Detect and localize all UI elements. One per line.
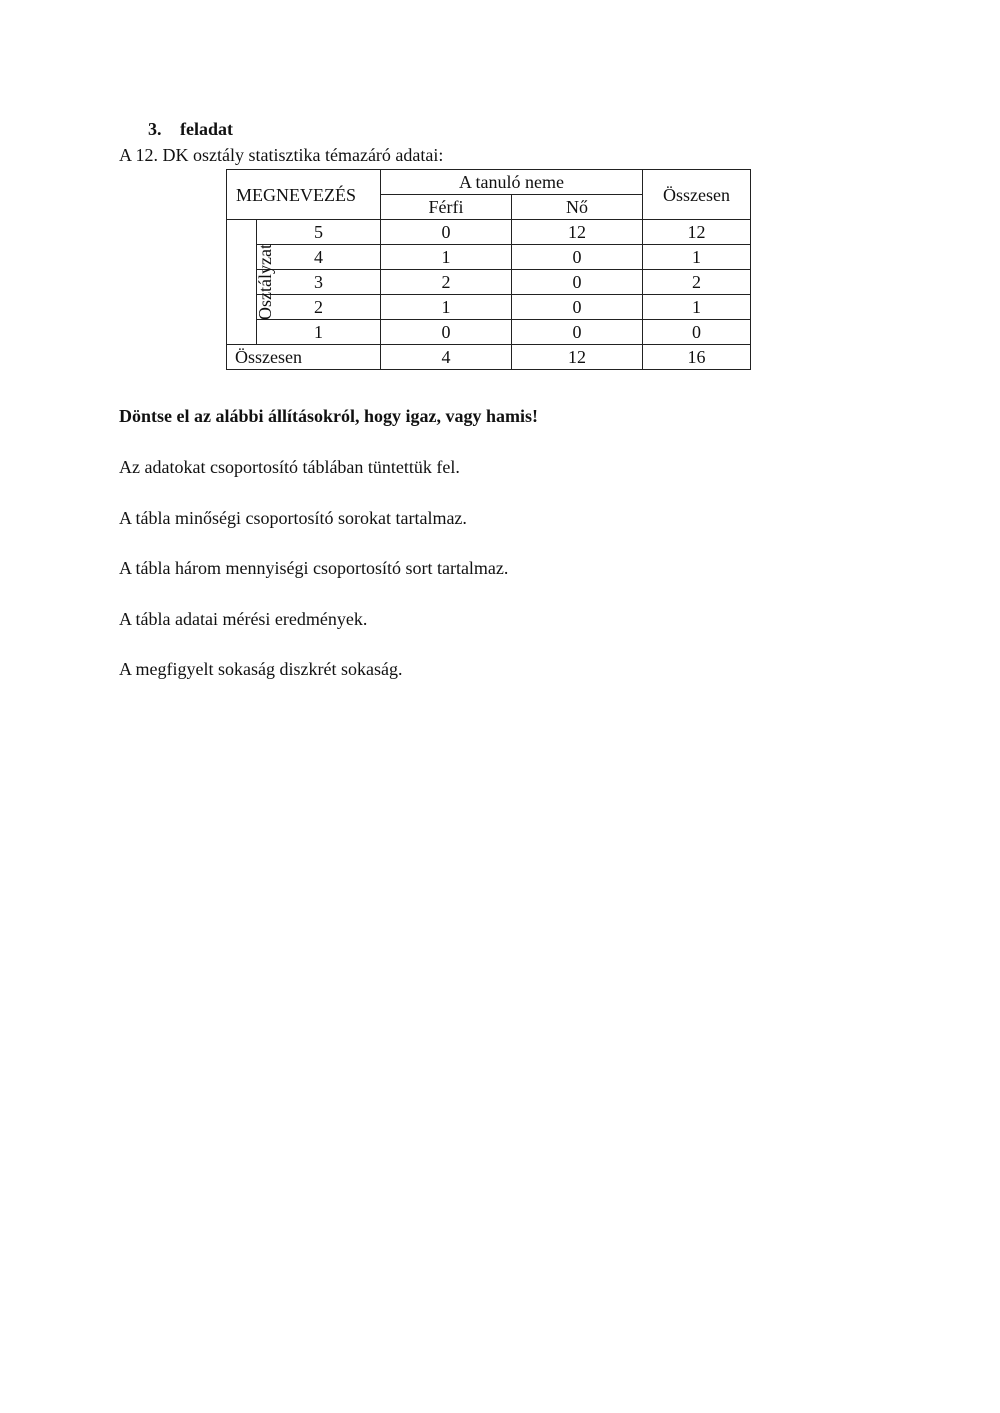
osszesen-cell: 12 <box>643 220 751 245</box>
header-no: Nő <box>512 195 643 220</box>
instruction-text: Döntse el az alábbi állításokról, hogy igaz, vagy hamis! <box>119 406 539 426</box>
total-label: Összesen <box>227 345 381 370</box>
header-osszesen: Összesen <box>643 170 751 220</box>
task-title: feladat <box>180 119 233 139</box>
ferfi-cell: 2 <box>381 270 512 295</box>
table-row <box>227 270 751 295</box>
osszesen-cell: 2 <box>643 270 751 295</box>
no-cell: 0 <box>512 320 643 345</box>
osszesen-cell: 1 <box>643 245 751 270</box>
table-row <box>227 320 751 345</box>
table-header-row <box>227 170 751 195</box>
table-row <box>227 245 751 270</box>
statistics-table <box>226 169 751 370</box>
no-cell: 12 <box>512 220 643 245</box>
no-cell: 0 <box>512 270 643 295</box>
osszesen-cell: 0 <box>643 320 751 345</box>
row-group-cell <box>227 220 275 345</box>
header-tanulo-neme: A tanuló neme <box>381 170 643 195</box>
statement-1: Az adatokat csoportosító táblában tüntettük fel. <box>119 457 460 477</box>
total-osszesen: 16 <box>643 345 751 370</box>
ferfi-cell: 0 <box>381 220 512 245</box>
total-no: 12 <box>512 345 643 370</box>
grade-cell: 5 <box>257 220 381 245</box>
no-cell: 0 <box>512 245 643 270</box>
header-ferfi: Férfi <box>381 195 512 220</box>
table-row <box>227 295 751 320</box>
table-row <box>227 220 751 245</box>
table-total-row <box>227 345 751 370</box>
total-ferfi: 4 <box>381 345 512 370</box>
grade-cell: 1 <box>257 320 381 345</box>
task-heading <box>148 119 233 140</box>
grade-cell: 2 <box>257 295 381 320</box>
ferfi-cell: 1 <box>381 245 512 270</box>
ferfi-cell: 1 <box>381 295 512 320</box>
grade-cell: 3 <box>257 270 381 295</box>
no-cell: 0 <box>512 295 643 320</box>
statement-2: A tábla minőségi csoportosító sorokat tartalmaz. <box>119 508 467 528</box>
task-number: 3. <box>148 119 162 139</box>
statement-5: A megfigyelt sokaság diszkrét sokaság. <box>119 659 403 679</box>
grade-cell: 4 <box>257 245 381 270</box>
statement-4: A tábla adatai mérési eredmények. <box>119 609 368 629</box>
header-megnevezes: MEGNEVEZÉS <box>227 170 381 220</box>
ferfi-cell: 0 <box>381 320 512 345</box>
osszesen-cell: 1 <box>643 295 751 320</box>
row-group-label: Osztályzat <box>254 244 275 320</box>
intro-text: A 12. DK osztály statisztika témazáró adatai: <box>119 145 444 165</box>
statement-3: A tábla három mennyiségi csoportosító sort tartalmaz. <box>119 558 509 578</box>
